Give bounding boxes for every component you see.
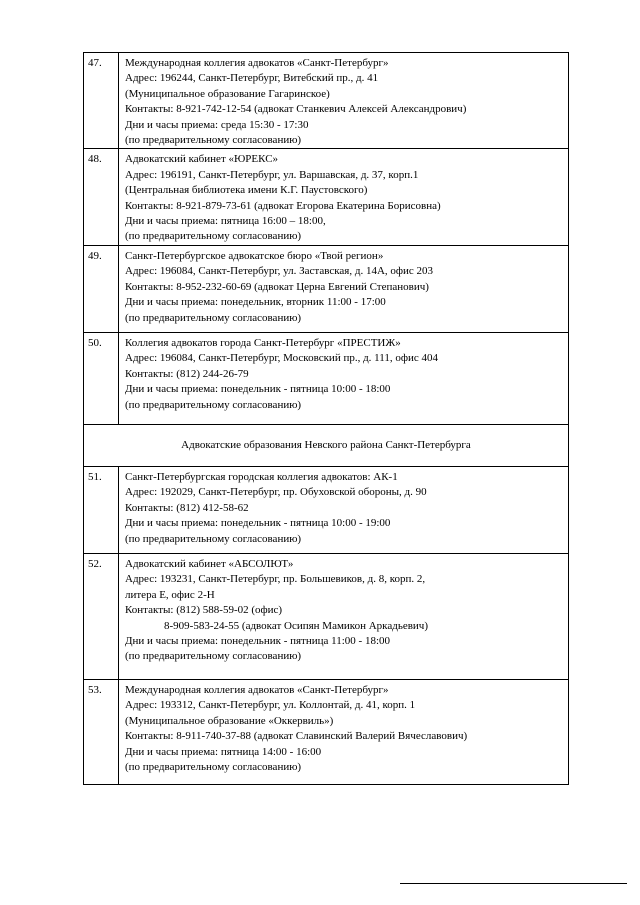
document-page xyxy=(83,52,569,785)
address: Адрес: 192029, Санкт-Петербург, пр. Обуховской обороны, д. 90 xyxy=(125,486,427,499)
entry-number: 48. xyxy=(84,149,119,245)
contacts: Контакты: (812) 588-59-02 (офис) xyxy=(125,604,283,617)
table-row xyxy=(84,466,569,553)
contacts: Контакты: 8-952-232-60-69 (адвокат Церна Евгений Степанович) xyxy=(125,280,429,293)
org-name: Коллегия адвокатов города Санкт-Петербург «ПРЕСТИЖ» xyxy=(125,336,401,349)
entry-details xyxy=(119,245,569,332)
reception-hours: Дни и часы приема: среда 15:30 - 17:30 xyxy=(125,118,309,131)
agreement-note: (по предварительному согласованию) xyxy=(125,134,302,147)
entry-details xyxy=(119,53,569,149)
contacts: Контакты: (812) 244-26-79 xyxy=(125,367,249,380)
org-name: Международная коллегия адвокатов «Санкт-Петербург» xyxy=(125,57,389,69)
agreement-note: (по предварительному согласованию) xyxy=(125,230,302,243)
entry-details xyxy=(119,553,569,679)
entry-number: 53. xyxy=(84,679,119,784)
reception-hours: Дни и часы приема: пятница 16:00 – 18:00, xyxy=(125,215,326,228)
contacts: Контакты: 8-911-740-37-88 (адвокат Славинский Валерий Вячеславович) xyxy=(125,730,468,743)
address: Адрес: 193231, Санкт-Петербург, пр. Большевиков, д. 8, корп. 2, xyxy=(125,573,426,586)
section-row xyxy=(84,424,569,466)
address: Адрес: 196191, Санкт-Петербург, ул. Варшавская, д. 37, корп.1 xyxy=(125,168,419,181)
org-name: Санкт-Петербургское адвокатское бюро «Твой регион» xyxy=(125,249,384,262)
footer-rule xyxy=(400,883,627,884)
org-name: Санкт-Петербургская городская коллегия адвокатов: АК-1 xyxy=(125,470,398,483)
reception-hours: Дни и часы приема: понедельник, вторник 11:00 - 17:00 xyxy=(125,296,386,309)
agreement-note: (по предварительному согласованию) xyxy=(125,650,302,663)
address: Адрес: 196244, Санкт-Петербург, Витебский пр., д. 41 xyxy=(125,72,379,85)
location-note: (Муниципальное образование «Оккервиль») xyxy=(125,714,334,727)
contacts: Контакты: 8-921-742-12-54 (адвокат Станкевич Алексей Александрович) xyxy=(125,103,467,116)
agreement-note: (по предварительному согласованию) xyxy=(125,311,302,324)
section-title: Адвокатские образования Невского района Санкт-Петербурга xyxy=(84,424,569,466)
table-row xyxy=(84,245,569,332)
address: Адрес: 196084, Санкт-Петербург, Московский пр., д. 111, офис 404 xyxy=(125,352,439,365)
reception-hours: Дни и часы приема: пятница 14:00 - 16:00 xyxy=(125,745,322,758)
agreement-note: (по предварительному согласованию) xyxy=(125,398,302,411)
reception-hours: Дни и часы приема: понедельник - пятница 10:00 - 18:00 xyxy=(125,383,391,396)
contacts: Контакты: (812) 412-58-62 xyxy=(125,501,249,514)
entry-details xyxy=(119,332,569,424)
contacts-continued: 8-909-583-24-55 (адвокат Осипян Мамикон Аркадьевич) xyxy=(164,619,428,632)
entry-number: 50. xyxy=(84,332,119,424)
table-row xyxy=(84,553,569,679)
contacts: Контакты: 8-921-879-73-61 (адвокат Егорова Екатерина Борисовна) xyxy=(125,199,441,212)
entry-details xyxy=(119,149,569,245)
address: Адрес: 193312, Санкт-Петербург, ул. Коллонтай, д. 41, корп. 1 xyxy=(125,699,416,712)
entry-number: 49. xyxy=(84,245,119,332)
org-name: Международная коллегия адвокатов «Санкт-Петербург» xyxy=(125,683,389,696)
reception-hours: Дни и часы приема: понедельник - пятница 11:00 - 18:00 xyxy=(125,634,391,647)
table-row xyxy=(84,53,569,149)
location-note: (Муниципальное образование Гагаринское) xyxy=(125,87,330,100)
org-name: Адвокатский кабинет «ЮРЕКС» xyxy=(125,153,279,166)
table-row xyxy=(84,679,569,784)
agreement-note: (по предварительному согласованию) xyxy=(125,760,302,773)
table-row xyxy=(84,332,569,424)
table-row xyxy=(84,149,569,245)
address-continued: литера Е, офис 2-Н xyxy=(125,588,215,601)
entry-number: 47. xyxy=(84,53,119,149)
agreement-note: (по предварительному согласованию) xyxy=(125,532,302,545)
reception-hours: Дни и часы приема: понедельник - пятница 10:00 - 19:00 xyxy=(125,517,391,530)
address: Адрес: 196084, Санкт-Петербург, ул. Заставская, д. 14А, офис 203 xyxy=(125,265,434,278)
location-note: (Центральная библиотека имени К.Г. Паустовского) xyxy=(125,184,368,197)
entry-number: 52. xyxy=(84,553,119,679)
entry-number: 51. xyxy=(84,466,119,553)
org-name: Адвокатский кабинет «АБСОЛЮТ» xyxy=(125,557,294,570)
entry-details xyxy=(119,466,569,553)
lawyers-table xyxy=(83,52,569,785)
entry-details xyxy=(119,679,569,784)
